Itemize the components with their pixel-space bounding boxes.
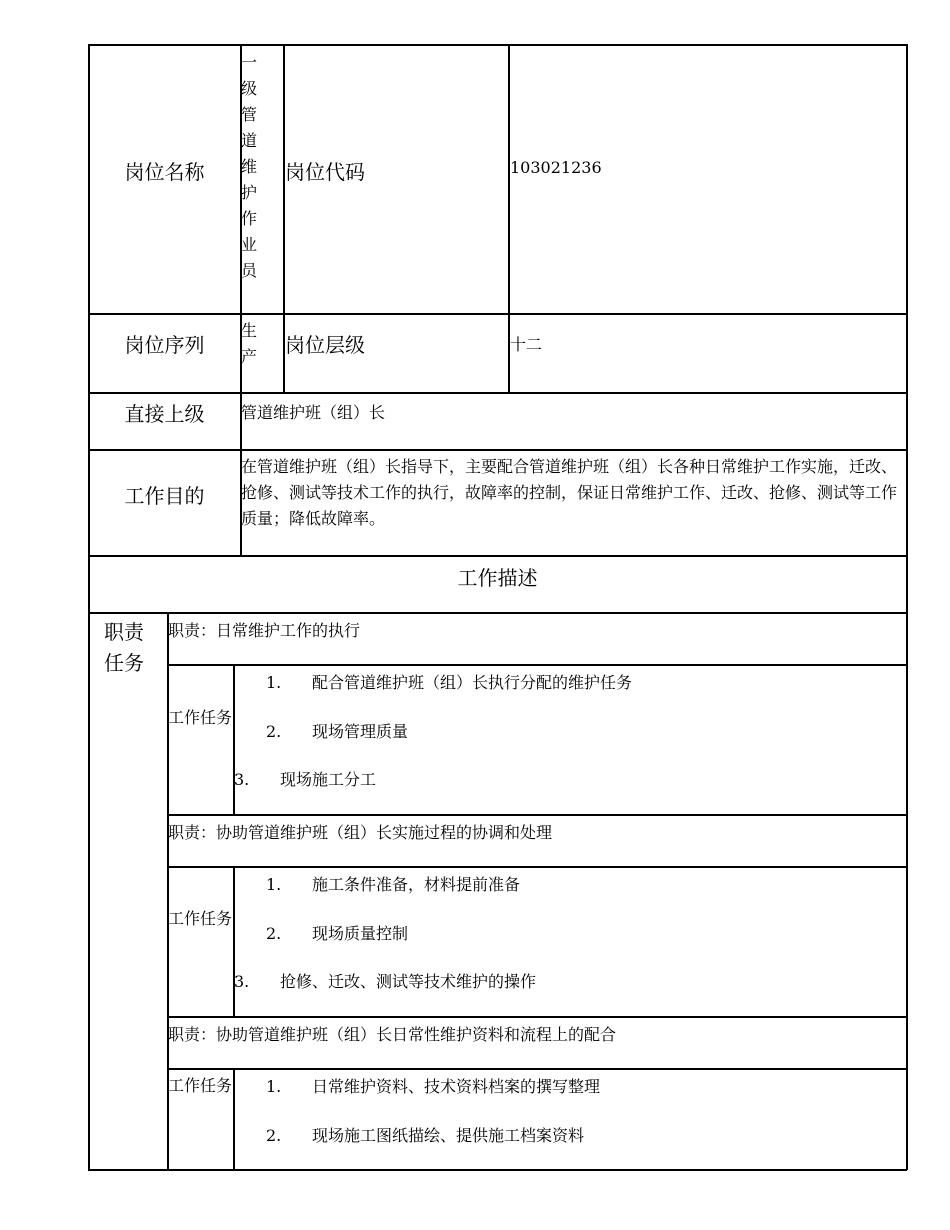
- task-item: 3. 现场施工分工: [234, 770, 377, 789]
- position-name-value: 一级管道维护作业员: [241, 53, 258, 280]
- rule: [88, 449, 907, 451]
- position-code-value: 103021236: [510, 158, 602, 177]
- direct-superior-label: 直接上级: [124, 402, 205, 426]
- rule: [167, 866, 907, 868]
- duty-title: 职责：协助管道维护班（组）长实施过程的协调和处理: [168, 823, 553, 842]
- position-level-value: 十二: [510, 335, 543, 354]
- rule: [88, 612, 907, 614]
- task-label: 工作任务: [168, 1076, 233, 1095]
- direct-superior-value: 管道维护班（组）长: [241, 403, 386, 422]
- rule: [88, 44, 907, 46]
- position-level-label: 岗位层级: [285, 333, 365, 357]
- rule: [233, 1068, 235, 1170]
- task-item: 3. 抢修、迁改、测试等技术维护的操作: [234, 972, 537, 991]
- rule: [167, 1016, 907, 1018]
- duty-title: 职责：日常维护工作的执行: [168, 621, 361, 640]
- task-item: 2. 现场管理质量: [266, 722, 409, 741]
- rule: [88, 313, 907, 315]
- work-purpose-value: 在管道维护班（组）长指导下，主要配合管道维护班（组）长各种日常维护工作实施，迁改、抢修、测试等技术工作的执行，故障率的控制，保证日常维护工作、迁改、抢修、测试等工作质量；降低故障率。: [241, 457, 898, 528]
- task-label: 工作任务: [168, 909, 233, 928]
- task-item: 1. 日常维护资料、技术资料档案的撰写整理: [266, 1077, 601, 1096]
- duty-title: 职责：协助管道维护班（组）长日常性维护资料和流程上的配合: [168, 1025, 617, 1044]
- rule: [233, 866, 235, 1017]
- rule: [167, 664, 907, 666]
- position-code-label: 岗位代码: [285, 160, 365, 184]
- position-series-value: 生产: [241, 321, 258, 366]
- rule: [167, 814, 907, 816]
- rule: [233, 664, 235, 815]
- task-item: 2. 现场质量控制: [266, 924, 409, 943]
- work-purpose-label: 工作目的: [124, 484, 205, 508]
- rule: [88, 392, 907, 394]
- section-title: 工作描述: [457, 566, 538, 590]
- position-series-label: 岗位序列: [124, 333, 205, 357]
- rule: [906, 44, 908, 1170]
- task-item: 2. 现场施工图纸描绘、提供施工档案资料: [266, 1126, 585, 1145]
- position-name-label: 岗位名称: [124, 160, 205, 184]
- task-label: 工作任务: [168, 708, 233, 727]
- rule: [167, 1068, 907, 1070]
- task-item: 1. 配合管道维护班（组）长执行分配的维护任务: [266, 673, 633, 692]
- rule: [88, 1169, 907, 1171]
- duties-label: 职责任务: [104, 620, 144, 675]
- task-item: 1. 施工条件准备，材料提前准备: [266, 875, 521, 894]
- rule: [88, 44, 90, 1170]
- rule: [88, 555, 907, 557]
